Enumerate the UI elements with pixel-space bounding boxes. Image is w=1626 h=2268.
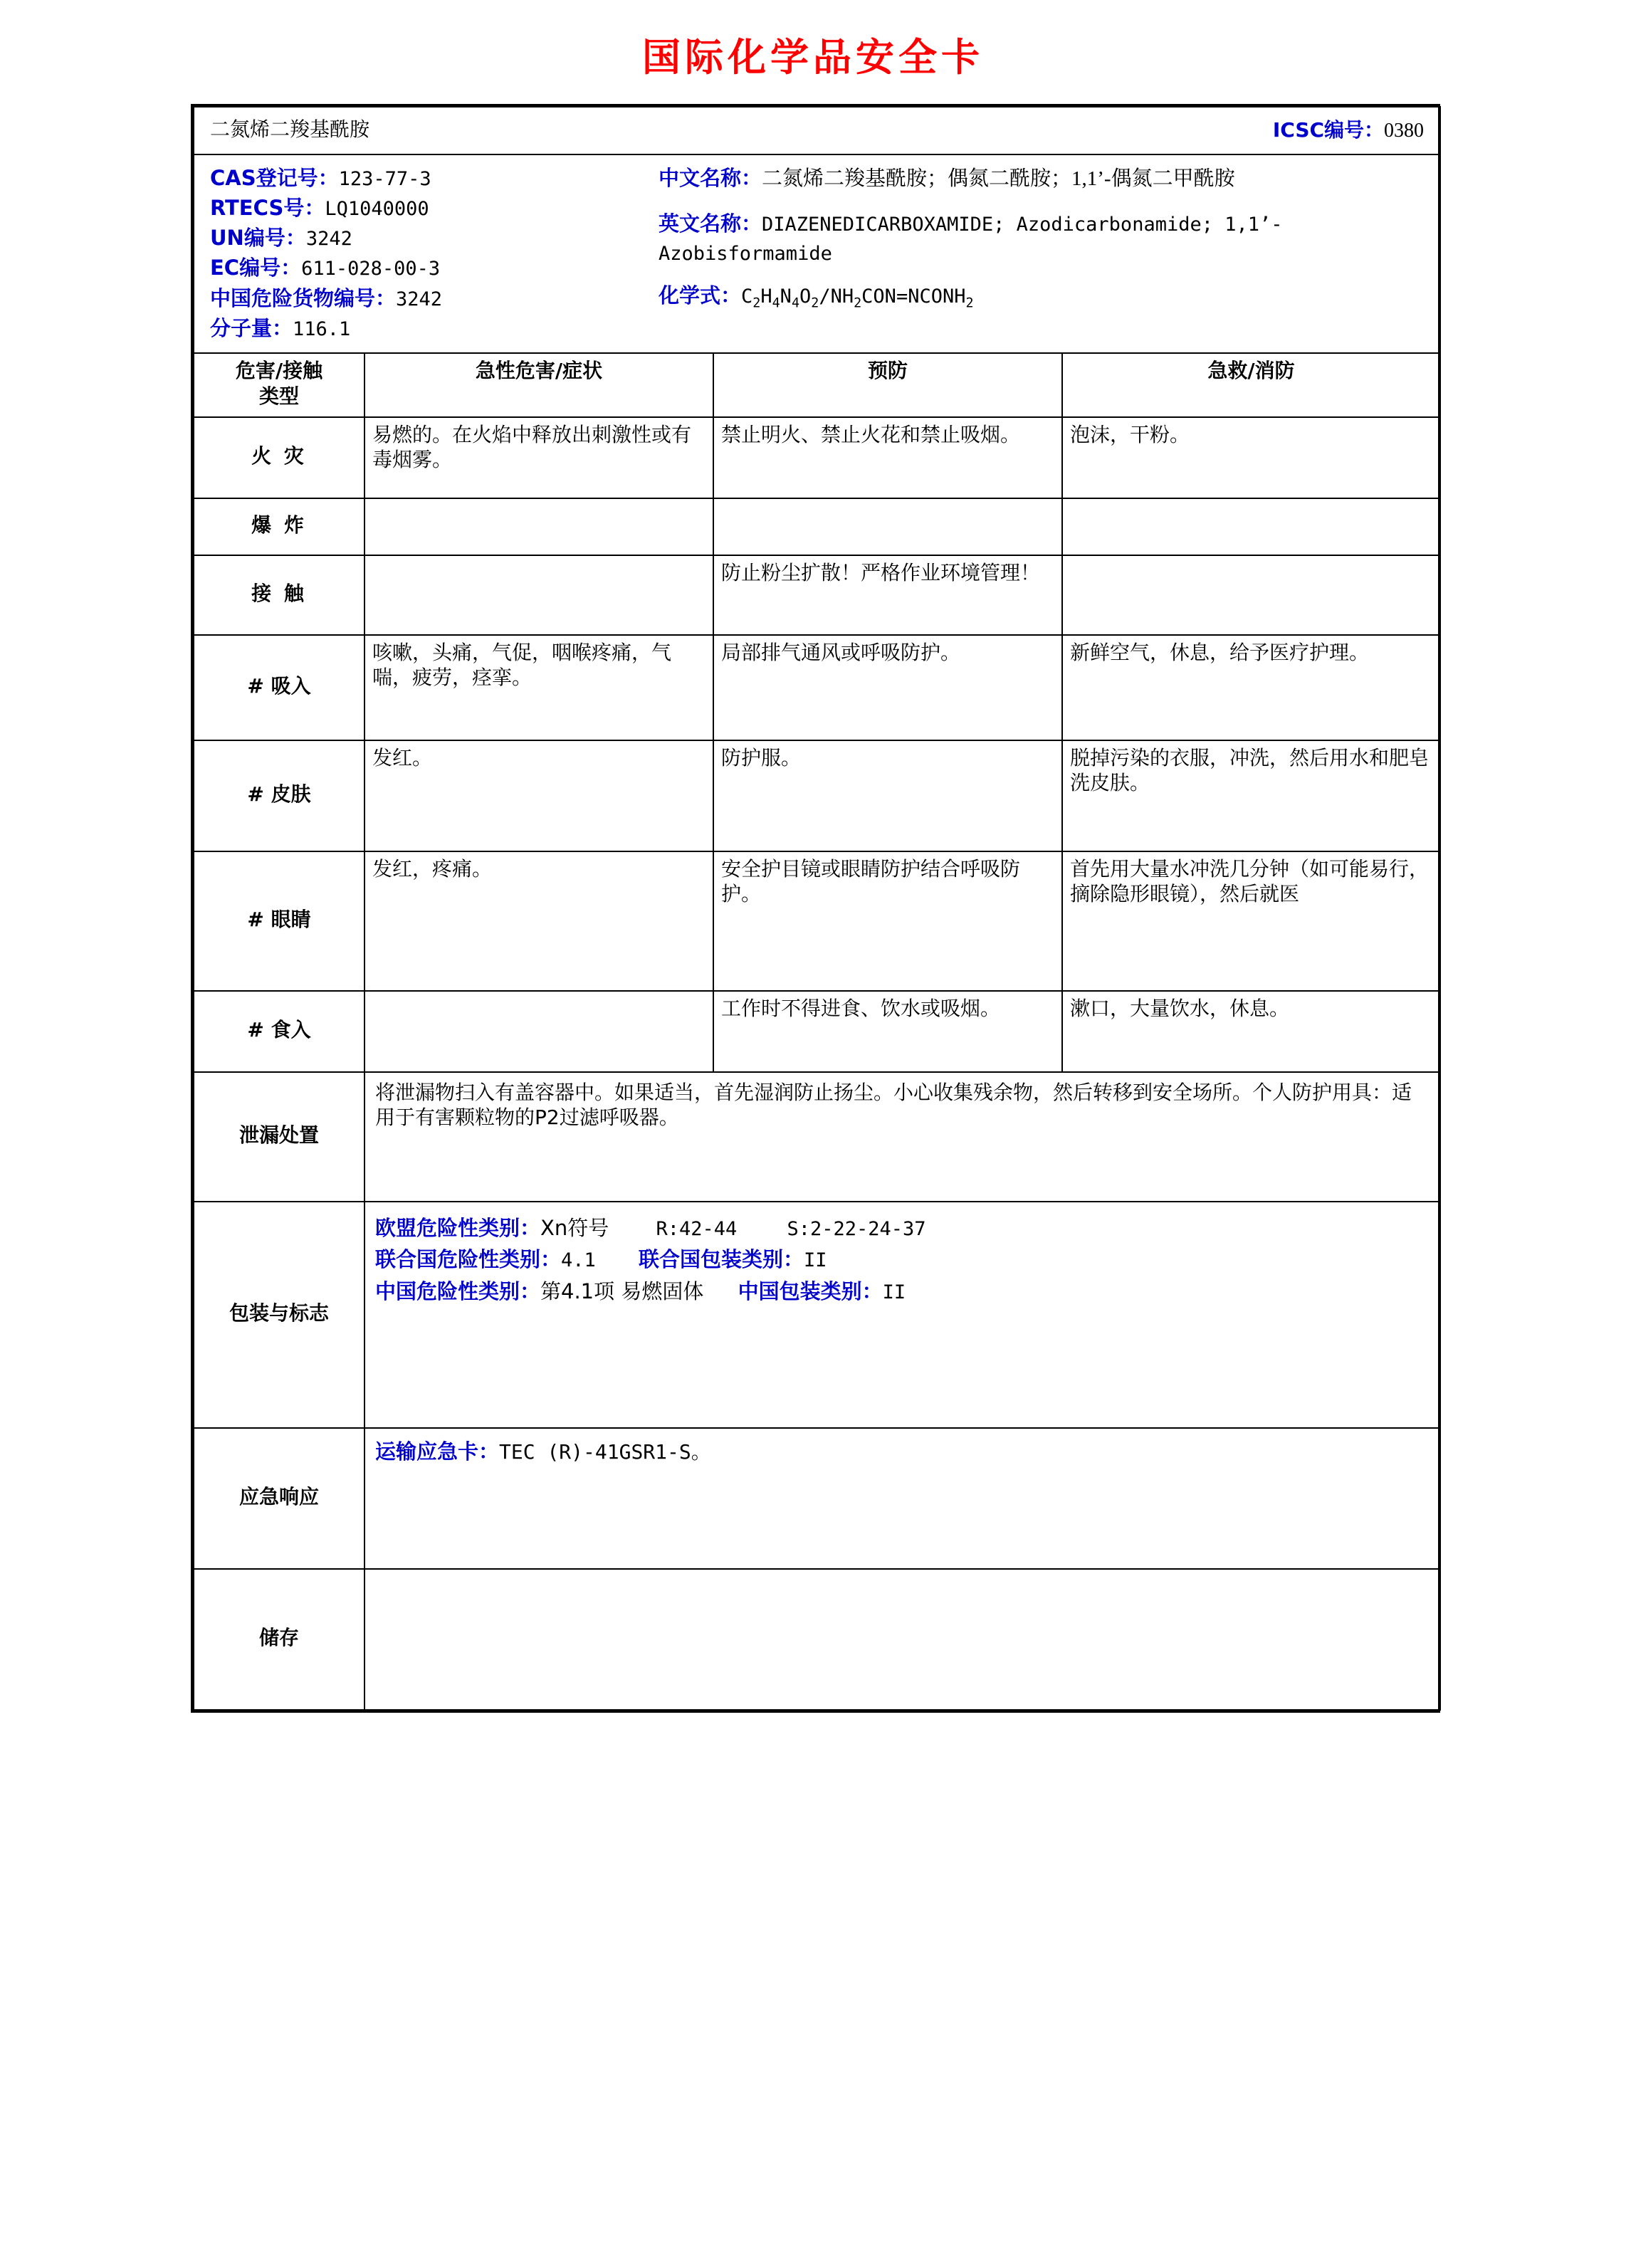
cell-inhalation-hazard: 咳嗽，头痛，气促，咽喉疼痛，气喘，疲劳，痉挛。 xyxy=(364,635,713,740)
cell-ingestion-hazard xyxy=(364,991,713,1072)
packaging-cn-group-value: II xyxy=(882,1281,906,1304)
cas-label: CAS登记号： xyxy=(210,165,339,190)
cell-explosion-firstaid xyxy=(1062,498,1440,555)
ec-line xyxy=(210,253,643,283)
packaging-un-value: 4.1 xyxy=(561,1249,596,1272)
cn-name-value: 二氮烯二羧基酰胺；偶氮二酰胺；1,1’-偶氮二甲酰胺 xyxy=(762,167,1235,190)
cell-storage-text xyxy=(364,1569,1440,1710)
row-label-packaging: 包装与标志 xyxy=(194,1202,364,1428)
cell-explosion-prevention xyxy=(713,498,1062,555)
row-label-exposure: 接 触 xyxy=(194,555,364,635)
cell-fire-firstaid: 泡沫，干粉。 xyxy=(1062,417,1440,498)
packaging-un-group-value: II xyxy=(804,1249,827,1272)
cell-exposure-hazard xyxy=(364,555,713,635)
table-row xyxy=(194,635,1440,740)
row-label-spillage: 泄漏处置 xyxy=(194,1072,364,1202)
col-header-first-aid: 急救/消防 xyxy=(1062,353,1440,417)
row-label-fire: 火 灾 xyxy=(194,417,364,498)
card-header-row xyxy=(194,107,1440,154)
row-label-inhalation: # 吸入 xyxy=(194,635,364,740)
packaging-un-label: 联合国危险性类别： xyxy=(375,1247,562,1272)
icsc-number-cell xyxy=(713,107,1440,154)
ec-value: 611-028-00-3 xyxy=(301,258,441,280)
un-line xyxy=(210,224,643,253)
icsc-table xyxy=(193,106,1441,1711)
en-name-line xyxy=(659,209,1424,268)
row-label-eyes: # 眼睛 xyxy=(194,851,364,991)
emergency-label: 运输应急卡： xyxy=(375,1439,500,1464)
emergency-line xyxy=(375,1439,1430,1465)
cell-fire-prevention: 禁止明火、禁止火花和禁止吸烟。 xyxy=(713,417,1062,498)
packaging-cn-group-label: 中国包装类别： xyxy=(738,1279,883,1304)
col-header-hazard-type xyxy=(194,353,364,417)
row-label-ingestion: # 食入 xyxy=(194,991,364,1072)
packaging-line-cn xyxy=(375,1276,1430,1308)
cell-eyes-hazard: 发红，疼痛。 xyxy=(364,851,713,991)
row-label-emergency: 应急响应 xyxy=(194,1428,364,1569)
page-title: 国际化学品安全卡 xyxy=(642,35,984,80)
packaging-cn-value: 第4.1项 易燃固体 xyxy=(540,1279,704,1304)
identification-cell xyxy=(194,154,1440,353)
icsc-number: 0380 xyxy=(1384,120,1425,142)
packaging-eu-r-phrases: R:42-44 xyxy=(656,1217,738,1240)
chemical-name-cell xyxy=(194,107,713,154)
cell-emergency xyxy=(364,1428,1440,1569)
en-name-value: DIAZENEDICARBOXAMIDE; Azodicarbonamide; 1,1’-Azobisformamide xyxy=(659,214,1283,266)
cell-ingestion-firstaid: 漱口，大量饮水，休息。 xyxy=(1062,991,1440,1072)
table-row xyxy=(194,498,1440,555)
packaging-row xyxy=(194,1202,1440,1428)
packaging-eu-label: 欧盟危险性类别： xyxy=(375,1215,541,1240)
col-header-acute-hazards: 急性危害/症状 xyxy=(364,353,713,417)
col-header-hazard-type-line1: 危害/接触 xyxy=(235,358,323,382)
cell-skin-prevention: 防护服。 xyxy=(713,740,1062,851)
col-header-prevention: 预防 xyxy=(713,353,1062,417)
cell-packaging xyxy=(364,1202,1440,1428)
ec-label: EC编号： xyxy=(210,256,302,280)
cell-fire-hazard: 易燃的。在火焰中释放出刺激性或有毒烟雾。 xyxy=(364,417,713,498)
cas-line xyxy=(210,164,643,194)
icsc-card xyxy=(191,104,1440,1713)
cn-dangerous-goods-value: 3242 xyxy=(396,288,443,310)
formula-label: 化学式： xyxy=(659,283,742,308)
cn-dangerous-goods-line xyxy=(210,284,643,314)
spillage-row xyxy=(194,1072,1440,1202)
cell-explosion-hazard xyxy=(364,498,713,555)
packaging-un-group-label: 联合国包装类别： xyxy=(639,1247,804,1272)
identification-left-column xyxy=(194,155,650,352)
cn-dangerous-goods-label: 中国危险货物编号： xyxy=(210,285,397,310)
cell-spillage-text: 将泄漏物扫入有盖容器中。如果适当，首先湿润防止扬尘。小心收集残余物，然后转移到安全场所。个人防护用具：适用于有害颗粒物的P2过滤呼吸器。 xyxy=(364,1072,1440,1202)
storage-row xyxy=(194,1569,1440,1710)
formula-line xyxy=(659,281,1424,313)
un-label: UN编号： xyxy=(210,226,306,251)
cas-value: 123-77-3 xyxy=(338,167,431,190)
row-label-skin: # 皮肤 xyxy=(194,740,364,851)
cell-inhalation-firstaid: 新鲜空气，休息，给予医疗护理。 xyxy=(1062,635,1440,740)
cell-eyes-prevention: 安全护目镜或眼睛防护结合呼吸防护。 xyxy=(713,851,1062,991)
table-row xyxy=(194,555,1440,635)
cell-skin-hazard: 发红。 xyxy=(364,740,713,851)
cell-exposure-prevention: 防止粉尘扩散！严格作业环境管理！ xyxy=(713,555,1062,635)
table-row xyxy=(194,417,1440,498)
emergency-row xyxy=(194,1428,1440,1569)
rtecs-value: LQ1040000 xyxy=(325,198,429,220)
formula-value: $C_2H_4N_4O_2/NH_2CON=NCONH_2$ xyxy=(741,285,974,311)
rtecs-line xyxy=(210,194,643,224)
cn-name-line xyxy=(659,164,1424,194)
emergency-value: TEC (R)-41GSR1-S。 xyxy=(499,1439,711,1464)
molecular-weight-value: 116.1 xyxy=(293,317,351,340)
cn-name-label: 中文名称： xyxy=(659,165,762,190)
cell-exposure-firstaid xyxy=(1062,555,1440,635)
packaging-eu-s-phrases: S:2-22-24-37 xyxy=(787,1217,926,1240)
identification-row xyxy=(194,154,1440,353)
row-label-explosion: 爆 炸 xyxy=(194,498,364,555)
cell-ingestion-prevention: 工作时不得进食、饮水或吸烟。 xyxy=(713,991,1062,1072)
un-value: 3242 xyxy=(305,228,352,251)
table-row xyxy=(194,991,1440,1072)
packaging-cn-label: 中国危险性类别： xyxy=(375,1279,541,1304)
cell-eyes-firstaid: 首先用大量水冲洗几分钟（如可能易行，摘除隐形眼镜），然后就医 xyxy=(1062,851,1440,991)
chemical-name: 二氮烯二羧基酰胺 xyxy=(210,119,370,141)
row-label-storage: 储存 xyxy=(194,1569,364,1710)
identification-right-column xyxy=(650,155,1439,352)
packaging-line-eu xyxy=(375,1212,1430,1244)
molecular-weight-label: 分子量： xyxy=(210,315,293,340)
molecular-weight-line xyxy=(210,314,643,344)
en-name-label: 英文名称： xyxy=(659,211,762,236)
table-row xyxy=(194,851,1440,991)
packaging-eu-value: Xn符号 xyxy=(540,1215,609,1240)
cell-inhalation-prevention: 局部排气通风或呼吸防护。 xyxy=(713,635,1062,740)
table-row xyxy=(194,740,1440,851)
icsc-label: ICSC编号： xyxy=(1272,118,1385,142)
col-header-hazard-type-line2: 类型 xyxy=(258,384,299,408)
cell-skin-firstaid: 脱掉污染的衣服，冲洗，然后用水和肥皂洗皮肤。 xyxy=(1062,740,1440,851)
column-header-row xyxy=(194,353,1440,417)
rtecs-label: RTECS号： xyxy=(210,196,325,220)
packaging-line-un xyxy=(375,1244,1430,1276)
